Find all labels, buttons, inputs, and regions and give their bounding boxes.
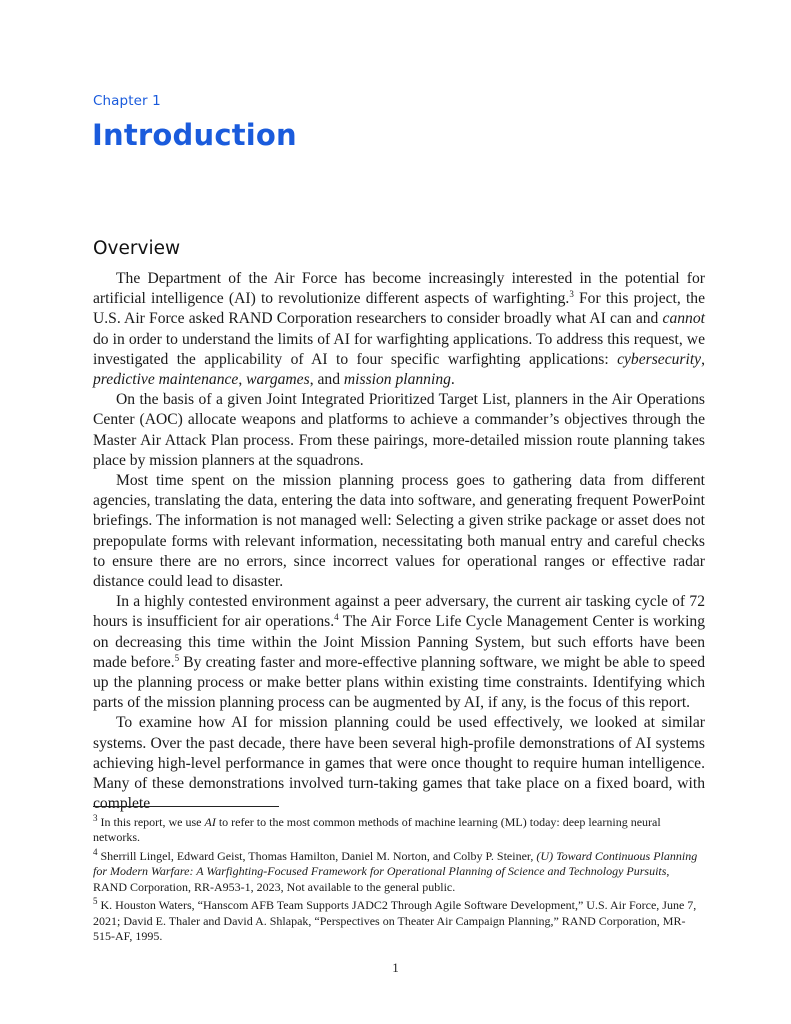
footnote-divider: [93, 806, 279, 807]
italic-text: mission planning: [343, 371, 451, 389]
italic-text: (U) Toward Continuous Planning for Modern Warfare: A Warfighting-Focused Framework for Operational Planning of Science and Technology Pursuits: [93, 849, 698, 879]
footnote: $^5$ K. Houston Waters, “Hanscom AFB Team Supports JADC2 Through Agile Software Development,” U.S. Air Force, June 7, 2021; David E. Thaler and David A. Shlapak, “Perspectives on Theater Air Campaign Planning,” RAND Corporation, MR-515-AF, 1995.: [93, 896, 697, 944]
footnote-ref[interactable]: 3: [569, 289, 574, 300]
body-text: [93, 269, 705, 814]
chapter-title: Introduction: [92, 118, 297, 152]
footnote-number: 3: [93, 813, 98, 823]
footnotes: [93, 815, 705, 948]
paragraph: Most time spent on the mission planning process goes to gathering data from different agencies, translating the data, entering the data into software, and generating frequent PowerPoint briefings. The information is not managed well: Selecting a given strike package or asset does not prepopulate forms with relevant information, necessitating both manual entry and careful checks to ensure there are no errors, since incorrect values for operational ranges or effective radar distance could lead to disaster.: [93, 472, 705, 591]
paragraph: In a highly contested environment against a peer adversary, the current air tasking cycle of 72 hours is insufficient for air operations.$^4$ The Air Force Life Cycle Management Center is working on decreasing this time within the Joint Mission Panning System, but such efforts have been made before.$^5$ By creating faster and more-effective planning software, we might be able to speed up the planning process or make better plans within existing time constraints. Identifying which parts of the mission planning process can be augmented by AI, if any, is the focus of this report.: [93, 593, 706, 712]
italic-text: cannot: [662, 310, 705, 328]
footnote-number: 4: [93, 847, 98, 858]
paragraph: The Department of the Air Force has become increasingly interested in the potential for artificial intelligence (AI) to revolutionize different aspects of warfighting.$^3$ For this project, the U.S. Air Force asked RAND Corporation researchers to consider broadly what AI can and cannot do in order to understand the limits of AI for warfighting applications. To address this request, we investigated the applicability of AI to four specific warfighting applications: cybersecurity, predictive maintenance, wargames, and mission planning.: [93, 270, 705, 389]
italic-text: cybersecurity: [617, 350, 702, 368]
italic-text: AI: [204, 815, 216, 829]
chapter-label: Chapter 1: [93, 93, 161, 109]
page-number: 1: [392, 960, 399, 975]
paragraph: On the basis of a given Joint Integrated Prioritized Target List, planners in the Air Operations Center (AOC) allocate weapons and platforms to achieve a commander’s objectives through the Master Air Attack Plan process. From these pairings, more-detailed mission route planning takes place by mission planners at the squadrons.: [93, 391, 705, 469]
section-heading-overview: Overview: [93, 238, 181, 259]
paragraph: To examine how AI for mission planning could be used effectively, we looked at similar systems. Over the past decade, there have been several high-profile demonstrations of AI systems achieving high-level performance in games that were once thought to require human intelligence. Many of these demonstrations involved turn-taking games that take place on a fixed board, with complete: [93, 714, 705, 813]
italic-text: wargames: [246, 371, 310, 389]
footnote-ref[interactable]: 4: [334, 612, 339, 623]
footnote: $^4$ Sherrill Lingel, Edward Geist, Thomas Hamilton, Daniel M. Norton, and Colby P. Steiner, (U) Toward Continuous Planning for Modern Warfare: A Warfighting-Focused Framework for Operational Planning of Science and Technology Pursuits, RAND Corporation, RR-A953-1, 2023, Not available to the general public.: [93, 847, 698, 894]
italic-text: predictive maintenance: [93, 371, 239, 389]
footnote: $^3$ In this report, we use AI to refer to the most common methods of machine learning (ML) today: deep learning neural networks.: [93, 813, 661, 845]
footnote-ref[interactable]: 5: [174, 652, 180, 663]
footnote-number: 5: [93, 896, 98, 907]
